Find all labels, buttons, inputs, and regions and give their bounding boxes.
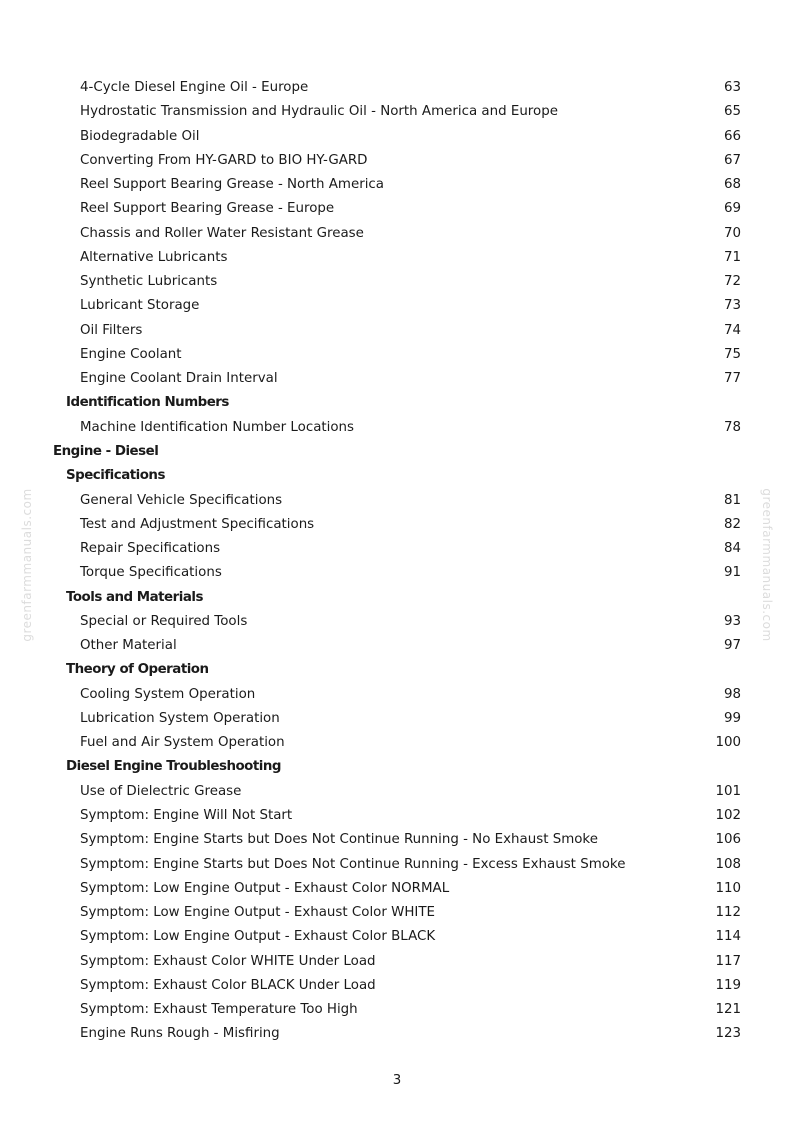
toc-section (0, 755, 794, 779)
toc-entry-label: General Vehicle Specifications (80, 492, 283, 508)
toc-entry[interactable] (0, 294, 794, 318)
toc-entry[interactable] (0, 901, 794, 925)
toc-entry[interactable] (0, 173, 794, 197)
toc-section (0, 391, 794, 415)
toc-page-number: 99 (723, 710, 741, 726)
toc-entry[interactable] (0, 828, 794, 852)
toc-entry[interactable] (0, 513, 794, 537)
toc-entry-label: 4-Cycle Diesel Engine Oil - Europe (80, 80, 309, 95)
toc-page-number: 68 (723, 177, 741, 193)
toc-entry-label: Biodegradable Oil (80, 128, 200, 144)
toc-page-number: 108 (715, 856, 741, 872)
toc-page-number: 75 (723, 346, 741, 362)
toc-entry[interactable] (0, 853, 794, 877)
toc-entry-label: Reel Support Bearing Grease - North America (80, 177, 384, 193)
toc-entry-label: Symptom: Low Engine Output - Exhaust Color BLACK (80, 929, 436, 945)
toc-entry[interactable] (0, 416, 794, 440)
toc-entry-label: Alternative Lubricants (80, 249, 228, 265)
toc-section-label: Specifications (66, 468, 165, 484)
toc-page-number: 112 (715, 905, 741, 921)
toc-entry-label: Chassis and Roller Water Resistant Grease (80, 225, 364, 241)
toc-entry[interactable] (0, 731, 794, 755)
toc-entry-label: Converting From HY-GARD to BIO HY-GARD (80, 152, 368, 168)
toc-page-number: 73 (723, 298, 741, 314)
toc-entry-label: Symptom: Engine Starts but Does Not Continue Running - Excess Exhaust Smoke (80, 856, 626, 872)
toc-page-number: 67 (723, 152, 741, 168)
toc-entry[interactable] (0, 319, 794, 343)
toc-entry-label: Machine Identification Number Locations (80, 419, 355, 435)
toc-entry[interactable] (0, 76, 794, 100)
toc-page-number: 119 (715, 977, 741, 993)
toc-entry-label: Symptom: Engine Will Not Start (80, 807, 293, 823)
toc-entry[interactable] (0, 925, 794, 949)
toc-entry-label: Symptom: Exhaust Color BLACK Under Load (80, 977, 376, 993)
toc-entry[interactable] (0, 343, 794, 367)
toc-section (0, 464, 794, 488)
toc-entry[interactable] (0, 998, 794, 1022)
toc-page-number: 63 (723, 80, 741, 95)
toc-page-number: 102 (715, 807, 741, 823)
toc-entry[interactable] (0, 149, 794, 173)
toc-page-number: 110 (715, 880, 741, 896)
toc-page-number: 91 (723, 565, 741, 581)
toc-entry-label: Symptom: Low Engine Output - Exhaust Color WHITE (80, 905, 436, 921)
toc-page-number: 77 (723, 371, 741, 387)
toc-entry[interactable] (0, 537, 794, 561)
toc-page-number: 71 (723, 249, 741, 265)
toc-section-label: Diesel Engine Troubleshooting (66, 759, 281, 775)
toc-chapter (0, 440, 794, 464)
toc-page-number: 97 (723, 638, 741, 654)
toc-page-number: 70 (723, 225, 741, 241)
toc-page-number: 72 (723, 274, 741, 290)
toc-entry[interactable] (0, 950, 794, 974)
page-number: 3 (392, 1073, 402, 1088)
toc-page-number: 121 (715, 1002, 741, 1018)
toc-entry[interactable] (0, 197, 794, 221)
toc-entry-label: Cooling System Operation (80, 686, 256, 702)
toc-page-number: 84 (723, 541, 741, 557)
toc-page-number: 117 (715, 953, 741, 969)
toc-entry-label: Oil Filters (80, 322, 143, 338)
toc-page-number: 101 (715, 783, 741, 799)
toc-page-number: 66 (723, 128, 741, 144)
toc-entry-label: Symptom: Exhaust Color WHITE Under Load (80, 953, 376, 969)
toc-page-number: 100 (715, 735, 741, 751)
toc-entry[interactable] (0, 634, 794, 658)
toc-entry[interactable] (0, 125, 794, 149)
toc-page-number: 81 (723, 492, 741, 508)
watermark-left: greenfarmmanuals.com (20, 488, 34, 642)
toc-entry[interactable] (0, 1022, 794, 1046)
toc-entry[interactable] (0, 222, 794, 246)
toc-chapter-label: Engine - Diesel (53, 443, 159, 459)
toc-entry-label: Symptom: Low Engine Output - Exhaust Color NORMAL (80, 880, 450, 896)
toc-page-number: 114 (715, 929, 741, 945)
toc-entry[interactable] (0, 367, 794, 391)
toc-page-number: 82 (723, 516, 741, 532)
toc-entry-label: Synthetic Lubricants (80, 274, 218, 290)
toc-page-number: 74 (723, 322, 741, 338)
toc-entry-label: Lubricant Storage (80, 298, 200, 314)
toc-entry-label: Engine Runs Rough - Misfiring (80, 1026, 280, 1042)
toc-section (0, 658, 794, 682)
toc-entry[interactable] (0, 804, 794, 828)
toc-entry-label: Test and Adjustment Specifications (80, 516, 315, 532)
toc-entry-label: Fuel and Air System Operation (80, 735, 285, 751)
toc-entry[interactable] (0, 489, 794, 513)
toc-section-label: Identification Numbers (66, 395, 229, 411)
toc-section-label: Theory of Operation (66, 662, 209, 678)
toc-page-number: 93 (723, 613, 741, 629)
toc-entry[interactable] (0, 246, 794, 270)
watermark-right: greenfarmmanuals.com (760, 488, 774, 642)
toc-entry-label: Engine Coolant Drain Interval (80, 371, 278, 387)
toc-entry[interactable] (0, 780, 794, 804)
toc-entry-label: Lubrication System Operation (80, 710, 280, 726)
toc-section-label: Tools and Materials (66, 589, 203, 605)
toc-page-number: 98 (723, 686, 741, 702)
toc-entry-label: Other Material (80, 638, 177, 654)
toc-section (0, 586, 794, 610)
toc-entry[interactable] (0, 877, 794, 901)
toc-entry[interactable] (0, 683, 794, 707)
toc-entry-label: Symptom: Exhaust Temperature Too High (80, 1002, 358, 1018)
toc-entry[interactable] (0, 974, 794, 998)
toc-entry[interactable] (0, 561, 794, 585)
toc-page-number: 123 (715, 1026, 741, 1042)
toc-entry-label: Special or Required Tools (80, 613, 248, 629)
table-of-contents (0, 76, 794, 1047)
toc-entry-label: Repair Specifications (80, 541, 221, 557)
toc-page-number: 69 (723, 201, 741, 217)
toc-page-number: 78 (723, 419, 741, 435)
toc-entry[interactable] (0, 707, 794, 731)
toc-entry[interactable] (0, 100, 794, 124)
toc-entry-label: Use of Dielectric Grease (80, 783, 242, 799)
toc-page-number: 65 (723, 104, 741, 120)
toc-entry-label: Hydrostatic Transmission and Hydraulic Oil - North America and Europe (80, 104, 558, 120)
toc-entry[interactable] (0, 270, 794, 294)
toc-entry-label: Torque Specifications (80, 565, 222, 581)
toc-entry[interactable] (0, 610, 794, 634)
toc-page-number: 106 (715, 832, 741, 848)
toc-entry-label: Symptom: Engine Starts but Does Not Continue Running - No Exhaust Smoke (80, 832, 598, 848)
toc-entry-label: Engine Coolant (80, 346, 182, 362)
toc-entry-label: Reel Support Bearing Grease - Europe (80, 201, 335, 217)
